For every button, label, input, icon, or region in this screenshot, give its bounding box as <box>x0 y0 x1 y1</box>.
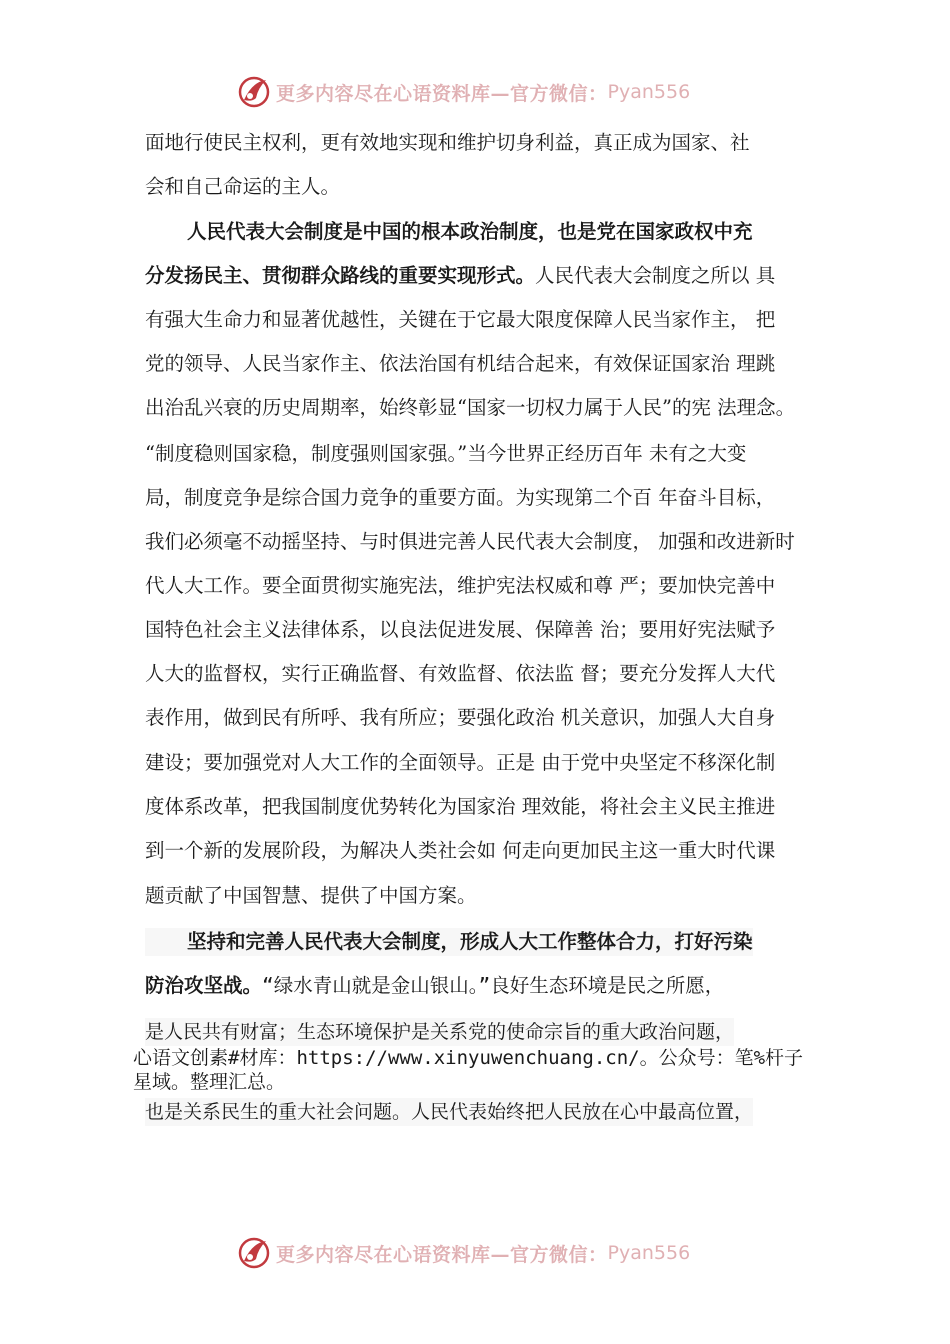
text-line: 国特色社会主义法律体系，以良法促进发展、保障善 治；要用好宪法赋予 <box>145 618 776 641</box>
text-line: 也是关系民生的重大社会问题。人民代表始终把人民放在心中最高位置， <box>145 1098 753 1126</box>
banner-wechat-id: Pyan556 <box>607 1242 691 1264</box>
bold-heading-line: 坚持和完善人民代表大会制度，形成人大工作整体合力，打好污染 <box>145 928 753 956</box>
text-line-mixed <box>145 262 775 290</box>
text-line: 建设；要加强党对人大工作的全面领导。正是 由于党中央坚定不移深化制 <box>145 751 776 774</box>
text-line: 度体系改革，把我国制度优势转化为国家治 理效能，将社会主义民主推进 <box>145 795 776 818</box>
text-fragment: 人民代表大会制度之所以 具 <box>535 264 776 287</box>
text-line: 局，制度竞争是综合国力竞争的重要方面。为实现第二个百 年奋斗目标， <box>145 486 776 509</box>
text-line: 出治乱兴衰的历史周期率，始终彰显“国家一切权力属于人民”的宪 法理念。 <box>145 396 796 419</box>
text-line: 表作用，做到民有所呼、我有所应；要强化政治 机关意识，加强人大自身 <box>145 706 776 729</box>
text-line: 题贡献了中国智慧、提供了中国方案。 <box>145 884 477 907</box>
text-line-mixed <box>145 972 724 1000</box>
text-line: 人大的监督权，实行正确监督、有效监督、依法监 督；要充分发挥人大代 <box>145 662 776 685</box>
banner-wechat-id: Pyan556 <box>607 81 691 103</box>
text-line: 有强大生命力和显著优越性，关键在于它最大限度保障人民当家作主， 把 <box>145 308 776 331</box>
text-line: 代人大工作。要全面贯彻实施宪法，维护宪法权威和尊 严；要加快完善中 <box>145 574 776 597</box>
bold-heading-line: 人民代表大会制度是中国的根本政治制度，也是党在国家政权中充 <box>187 220 753 243</box>
text-line: 是人民共有财富；生态环境保护是关系党的使命宗旨的重大政治问题， <box>145 1018 734 1046</box>
banner-text: 更多内容尽在心语资料库—官方微信： <box>276 1243 608 1266</box>
text-line: “制度稳则国家稳，制度强则国家强。”当今世界正经历百年 未有之大变 <box>145 442 747 465</box>
text-line: 党的领导、人民当家作主、依法治国有机结合起来，有效保证国家治 理跳 <box>145 352 776 375</box>
banner-text: 更多内容尽在心语资料库—官方微信： <box>276 82 608 105</box>
watermark-source-line: 星域。整理汇总。 <box>133 1071 286 1093</box>
text-fragment: “绿水青山就是金山银山。”良好生态环境是民之所愿， <box>262 974 725 997</box>
footer-banner <box>236 1233 756 1273</box>
bold-heading-fragment: 防治攻坚战。 <box>145 974 263 997</box>
text-line: 面地行使民主权利，更有效地实现和维护切身利益，真正成为国家、社 <box>145 131 750 154</box>
header-banner <box>236 72 756 112</box>
text-line: 我们必须毫不动摇坚持、与时俱进完善人民代表大会制度， 加强和改进新时 <box>145 530 795 553</box>
text-line: 到一个新的发展阶段，为解决人类社会如 何走向更加民主这一重大时代课 <box>145 839 776 862</box>
logo-icon <box>236 74 272 110</box>
text-line: 会和自己命运的主人。 <box>145 175 341 198</box>
logo-icon <box>236 1235 272 1271</box>
bold-heading-fragment: 分发扬民主、贯彻群众路线的重要实现形式。 <box>145 264 536 287</box>
watermark-source-line: 心语文创素#材库：https://www.xinyuwenchuang.cn/。公众号：笔%杆子 <box>133 1047 804 1069</box>
